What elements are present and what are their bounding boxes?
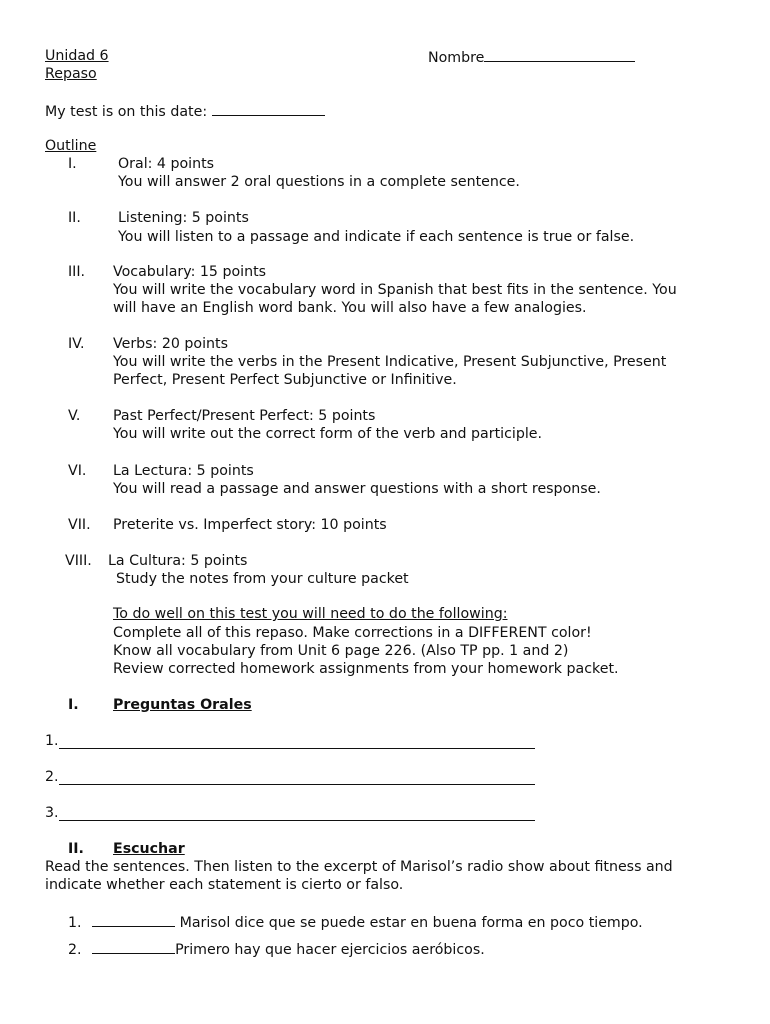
study-tip-3: Review corrected homework assignments from your homework packet.: [113, 661, 619, 677]
outline-title-5: Past Perfect/Present Perfect: 5 points: [113, 408, 376, 424]
section-2-numeral: II.: [68, 841, 84, 857]
statement-1-answer-blank[interactable]: [92, 912, 175, 927]
outline-desc-8: Study the notes from your culture packet: [116, 571, 409, 587]
outline-title-7: Preterite vs. Imperfect story: 10 points: [113, 517, 387, 533]
name-label: Nombre: [428, 50, 485, 66]
statement-1-number: 1.: [68, 915, 82, 931]
statement-1-text: Marisol dice que se puede estar en buena forma en poco tiempo.: [179, 915, 643, 931]
oral-answer-line-1[interactable]: [59, 748, 535, 749]
test-date-field[interactable]: [45, 101, 325, 121]
oral-question-3-number: 3.: [45, 805, 59, 821]
section-1-numeral: I.: [68, 697, 79, 713]
outline-desc-1: You will answer 2 oral questions in a complete sentence.: [118, 174, 520, 190]
section-2-instructions-2: indicate whether each statement is cierto or falso.: [45, 877, 404, 893]
outline-numeral-7: VII.: [68, 517, 91, 533]
test-date-blank[interactable]: [212, 101, 325, 116]
outline-numeral-4: IV.: [68, 336, 85, 352]
outline-desc-2: You will listen to a passage and indicate if each sentence is true or false.: [118, 229, 635, 245]
outline-numeral-8: VIII.: [65, 553, 92, 569]
outline-numeral-6: VI.: [68, 463, 87, 479]
outline-title-4: Verbs: 20 points: [113, 336, 228, 352]
outline-heading: Outline: [45, 138, 97, 154]
oral-question-1-number: 1.: [45, 733, 59, 749]
statement-2-text: Primero hay que hacer ejercicios aeróbicos.: [175, 942, 485, 958]
study-tip-1: Complete all of this repaso. Make corrections in a DIFFERENT color!: [113, 625, 592, 641]
oral-answer-line-3[interactable]: [59, 820, 535, 821]
outline-numeral-3: III.: [68, 264, 86, 280]
outline-title-8: La Cultura: 5 points: [108, 553, 248, 569]
unit-subtitle: Repaso: [45, 66, 97, 82]
outline-desc-3a: You will write the vocabulary word in Spanish that best fits in the sentence. You: [113, 282, 677, 298]
statement-1: [68, 912, 643, 932]
name-blank[interactable]: [484, 47, 635, 62]
outline-desc-6: You will read a passage and answer questions with a short response.: [113, 481, 601, 497]
study-tip-2: Know all vocabulary from Unit 6 page 226. (Also TP pp. 1 and 2): [113, 643, 569, 659]
outline-title-3: Vocabulary: 15 points: [113, 264, 267, 280]
name-field[interactable]: [428, 47, 635, 67]
unit-title: Unidad 6: [45, 48, 109, 64]
test-date-label: My test is on this date:: [45, 104, 212, 120]
section-2-title: Escuchar: [113, 841, 185, 857]
outline-desc-4b: Perfect, Present Perfect Subjunctive or Infinitive.: [113, 372, 457, 388]
outline-numeral-2: II.: [68, 210, 81, 226]
outline-title-2: Listening: 5 points: [118, 210, 249, 226]
outline-title-1: Oral: 4 points: [118, 156, 215, 172]
section-2-instructions-1: Read the sentences. Then listen to the excerpt of Marisol’s radio show about fitness and: [45, 859, 673, 875]
statement-2: [68, 939, 485, 959]
outline-desc-3b: will have an English word bank. You will also have a few analogies.: [113, 300, 587, 316]
outline-title-6: La Lectura: 5 points: [113, 463, 254, 479]
outline-desc-5: You will write out the correct form of the verb and participle.: [113, 426, 543, 442]
outline-numeral-1: I.: [68, 156, 77, 172]
statement-2-number: 2.: [68, 942, 82, 958]
statement-2-answer-blank[interactable]: [92, 939, 175, 954]
study-tips-heading: To do well on this test you will need to do the following:: [113, 606, 508, 622]
outline-numeral-5: V.: [68, 408, 81, 424]
section-1-title: Preguntas Orales: [113, 697, 252, 713]
outline-desc-4a: You will write the verbs in the Present Indicative, Present Subjunctive, Present: [113, 354, 667, 370]
oral-answer-line-2[interactable]: [59, 784, 535, 785]
oral-question-2-number: 2.: [45, 769, 59, 785]
